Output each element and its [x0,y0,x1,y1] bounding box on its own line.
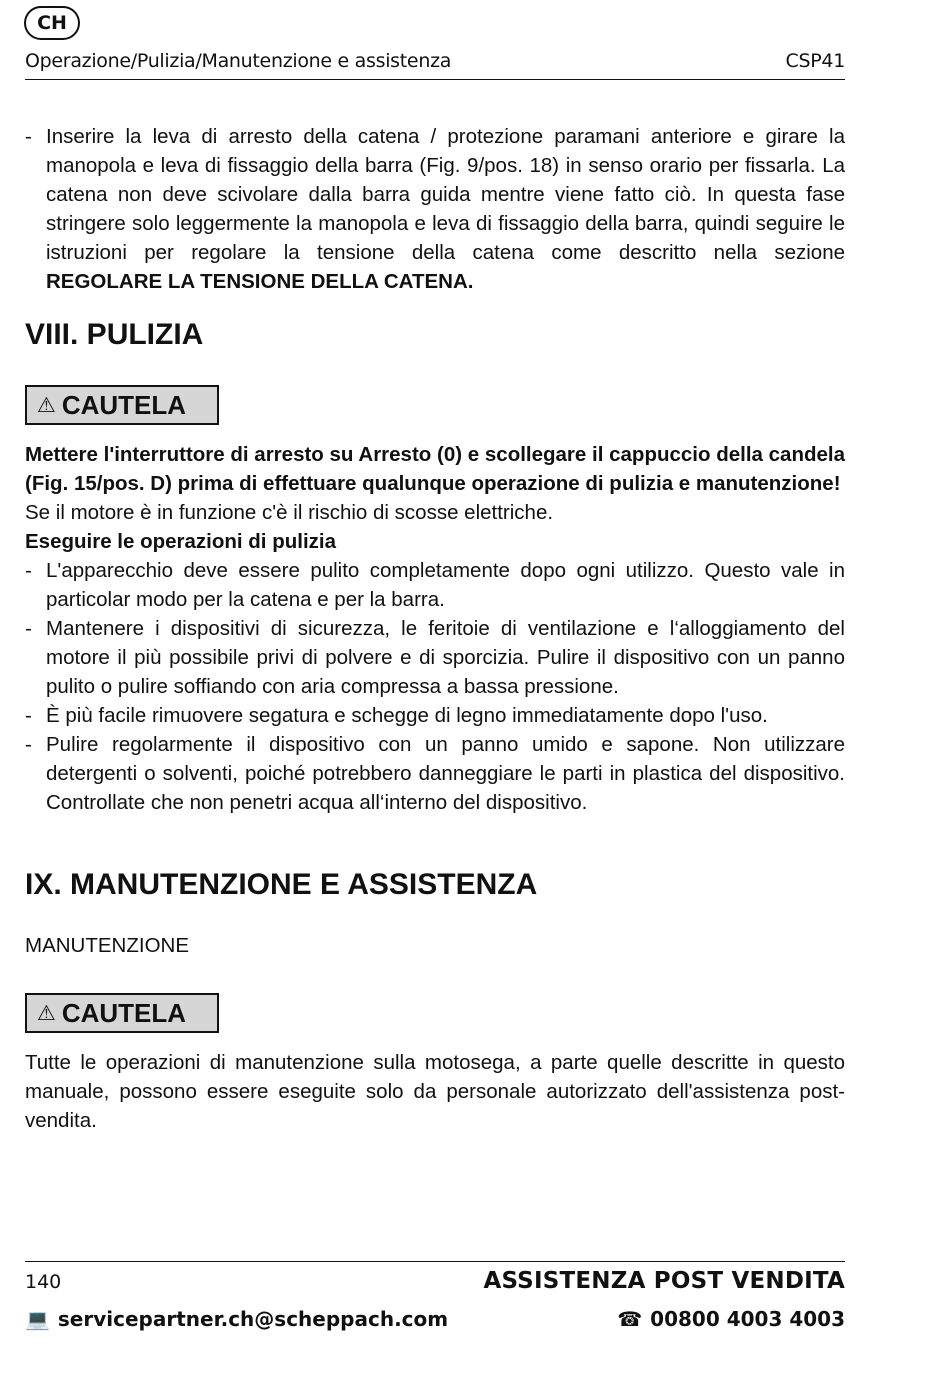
list-item: - Mantenere i dispositivi di sicurezza, le feritoie di ventilazione e l‘alloggiamento del motore il più possibile privi di polvere e di sporcizia. Pulire il dispositivo con un panno pulito o pulire soffiando con aria compressa a bassa pressione. [25,617,845,698]
cleaning-subheading: Eseguire le operazioni di pulizia [25,530,336,553]
laptop-icon: 💻 [25,1307,50,1331]
list-item-text: È più facile rimuovere segatura e schegge di legno immediatamente dopo l'uso. [46,704,768,727]
caution-label: CAUTELA [61,998,187,1028]
country-badge: CH [24,6,80,40]
list-item-text: Pulire regolarmente il dispositivo con un panno umido e sapone. Non utilizzare detergenti o solventi, poiché potrebbero danneggiare le parti in plastica del dispositivo. Controllate che non penetri acqua all‘interno del dispositivo. [46,733,845,814]
list-item: - Pulire regolarmente il dispositivo con un panno umido e sapone. Non utilizzare detergenti o solventi, poiché potrebbero danneggiare le parti in plastica del dispositivo. Controllate che non penetri acqua all‘interno del dispositivo. [25,733,845,814]
phone-number[interactable]: 00800 4003 4003 [650,1307,845,1331]
caution-label: CAUTELA [61,390,187,420]
caution-box [25,385,219,425]
maintenance-heading: IX. MANUTENZIONE E ASSISTENZA [25,868,538,901]
cleaning-note: Se il motore è in funzione c'è il rischio di scosse elettriche. [25,501,554,524]
model-name: CSP41 [785,50,845,72]
email-contact [25,1307,448,1331]
list-item: - L'apparecchio deve essere pulito completamente dopo ogni utilizzo. Questo vale in particolar modo per la catena e per la barra. [25,559,845,611]
list-item: - Inserire la leva di arresto della catena / protezione paramani anteriore e girare la manopola e leva di fissaggio della barra (Fig. 9/pos. 18) in senso orario per fissarla. La catena non deve scivolare dalla barra guida mentre viene fatto ciò. In questa fase stringere solo leggermente la manopola e leva di fissaggio della barra, quindi seguire le istruzioni per regolare la tensione della catena come descritto nella sezione REGOLARE LA TENSIONE DELLA CATENA. [25,125,845,293]
list-item-text: L'apparecchio deve essere pulito completamente dopo ogni utilizzo. Questo vale in particolar modo per la catena e per la barra. [46,559,845,611]
caution-box [25,993,219,1033]
telephone-icon: ☎ [617,1307,643,1331]
header-divider [25,79,845,80]
section-title: Operazione/Pulizia/Manutenzione e assistenza [25,50,452,72]
warning-triangle-icon: ⚠ [37,1001,56,1025]
email-address[interactable]: servicepartner.ch@scheppach.com [57,1307,449,1331]
cleaning-heading: VIII. PULIZIA [25,318,204,351]
page-number: 140 [25,1271,62,1293]
chain-tension-reference: REGOLARE LA TENSIONE DELLA CATENA. [46,270,474,293]
service-title: ASSISTENZA POST VENDITA [483,1268,845,1294]
list-item: - È più facile rimuovere segatura e schegge di legno immediatamente dopo l'uso. [25,704,768,727]
maintenance-text: Tutte le operazioni di manutenzione sulla motosega, a parte quelle descritte in questo manuale, possono essere eseguite solo da personale autorizzato dell'assistenza post-vendita. [25,1051,845,1132]
phone-contact [617,1307,845,1331]
list-item-text: Mantenere i dispositivi di sicurezza, le feritoie di ventilazione e l‘alloggiamento del motore il più possibile privi di polvere e di sporcizia. Pulire il dispositivo con un panno pulito o pulire soffiando con aria compressa a bassa pressione. [46,617,845,698]
footer-divider [25,1261,845,1262]
intro-text: Inserire la leva di arresto della catena / protezione paramani anteriore e girare la manopola e leva di fissaggio della barra (Fig. 9/pos. 18) in senso orario per fissarla. La catena non deve scivolare dalla barra guida mentre viene fatto ciò. In questa fase stringere solo leggermente la manopola e leva di fissaggio della barra, quindi seguire le istruzioni per regolare la tensione della catena come descritto nella sezione [46,125,845,264]
maintenance-subheading: MANUTENZIONE [25,934,189,957]
intro-paragraph [25,122,845,296]
cleaning-section [25,440,845,817]
cleaning-warning: Mettere l'interruttore di arresto su Arresto (0) e scollegare il cappuccio della candela (Fig. 15/pos. D) prima di effettuare qualunque operazione di pulizia e manutenzione! [25,443,845,495]
warning-triangle-icon: ⚠ [37,393,56,417]
